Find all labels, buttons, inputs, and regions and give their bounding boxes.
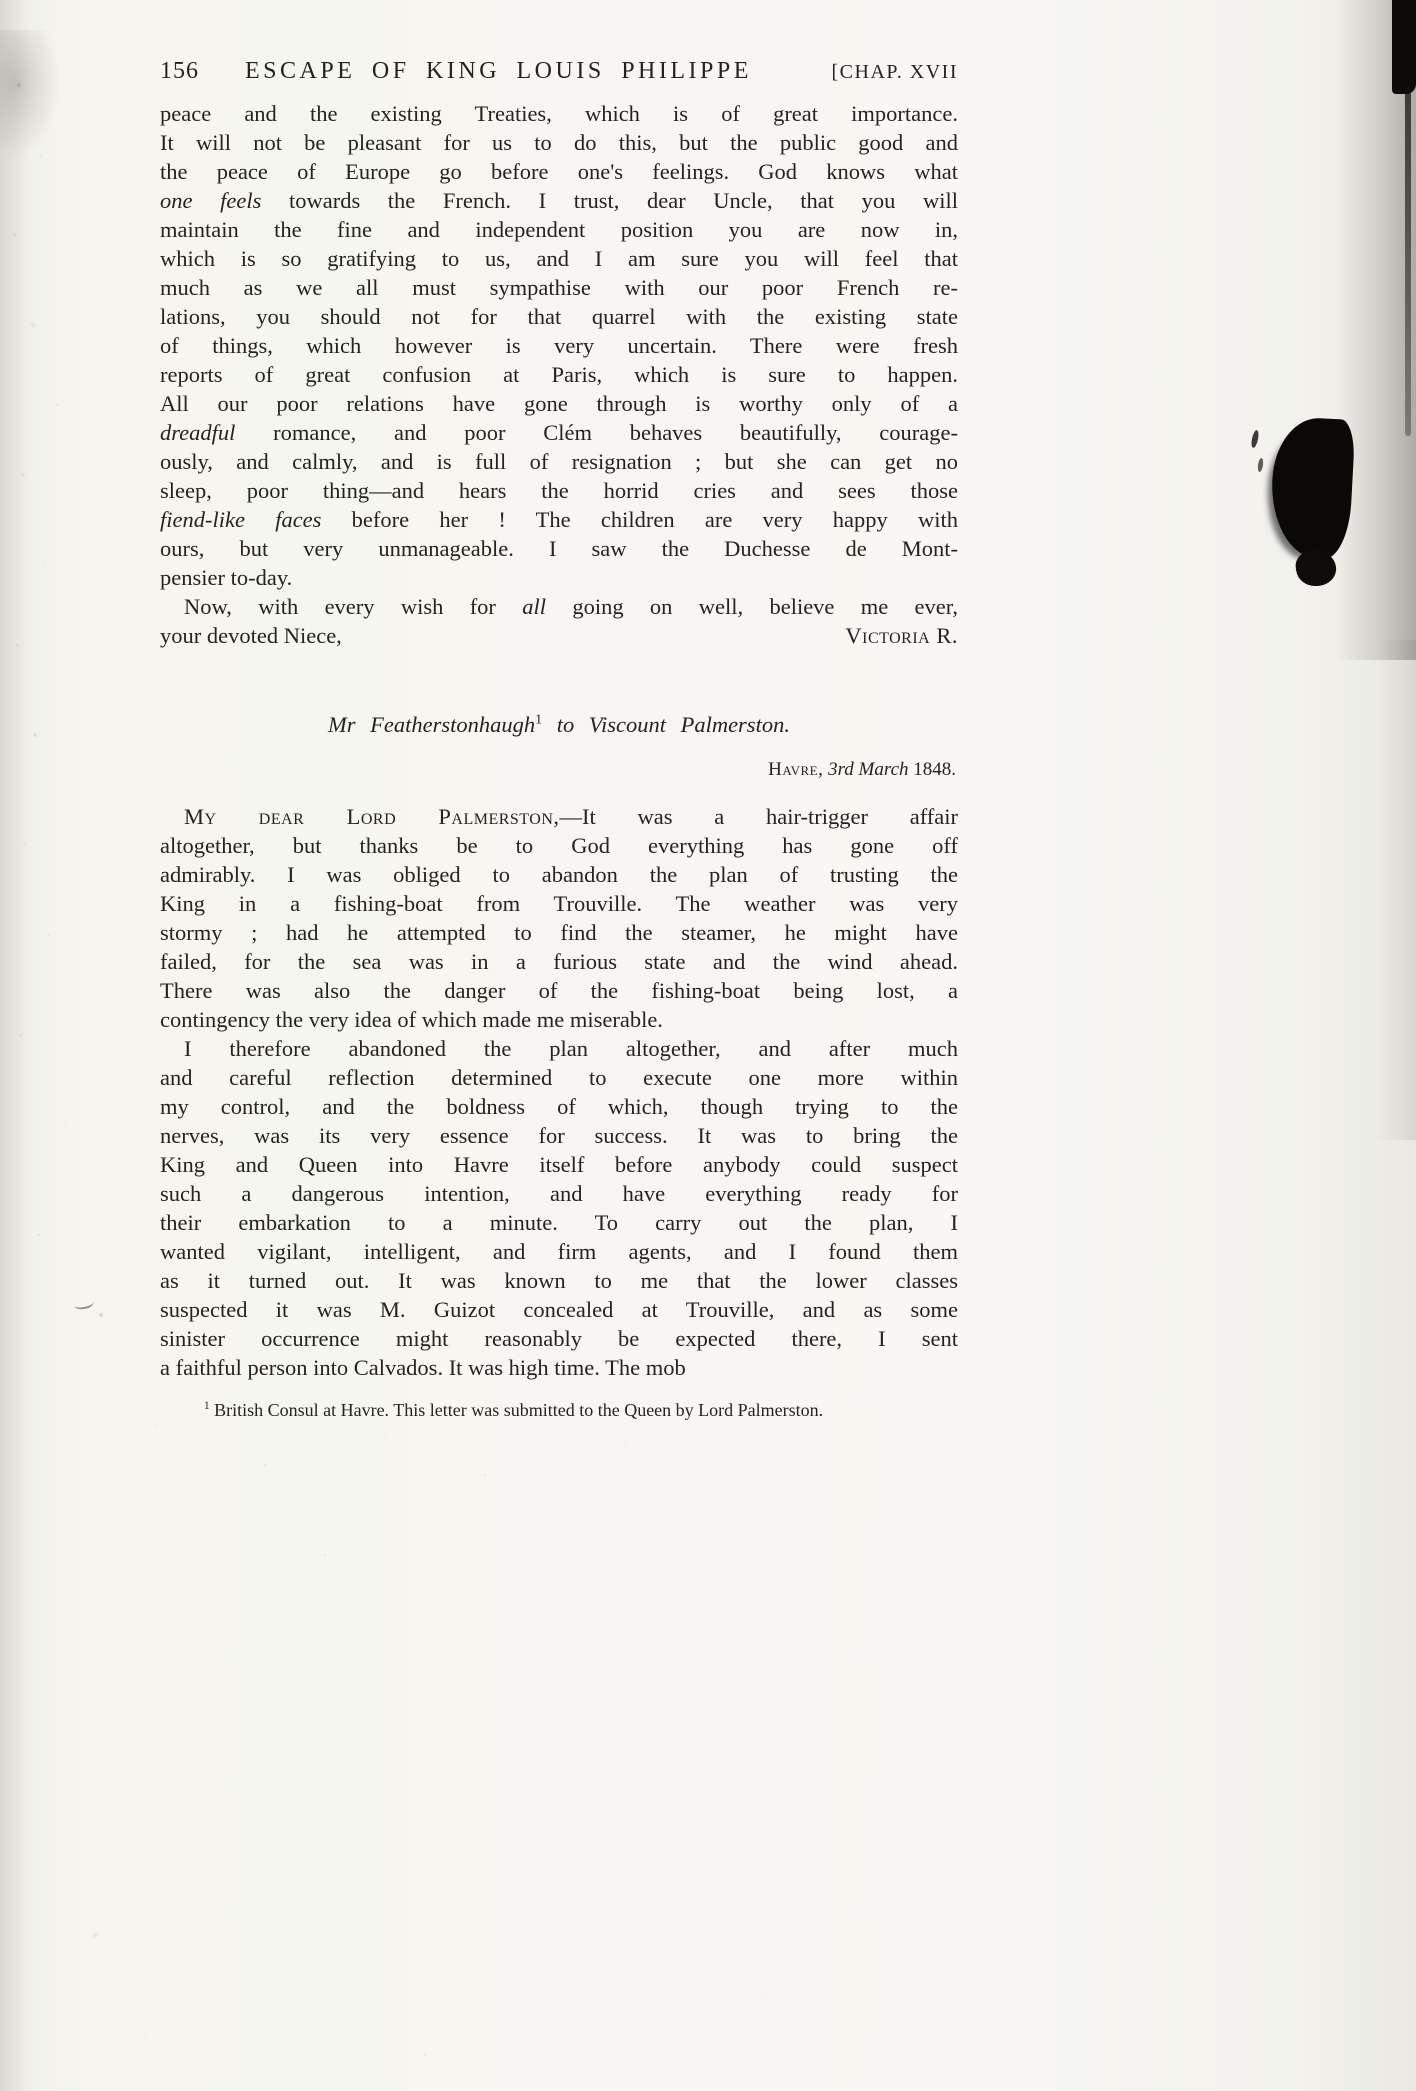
valediction: your devoted Niece, xyxy=(160,623,342,648)
text-line: All our poor relations have gone through is worthy only of a xyxy=(160,391,958,416)
text-line: Now, with every wish for all going on well, believe me ever, xyxy=(184,594,958,619)
text-line: and careful reflection determined to execute one more within xyxy=(160,1065,958,1090)
text-line: such a dangerous intention, and have everything ready for xyxy=(160,1181,958,1206)
text-line: There was also the danger of the fishing-boat being lost, a xyxy=(160,978,958,1003)
paragraph xyxy=(160,592,958,650)
page xyxy=(160,58,958,1422)
paragraph xyxy=(160,1034,958,1382)
text-line: It will not be pleasant for us to do this, but the public good and xyxy=(160,130,958,155)
text-line: pensier to-day. xyxy=(160,565,293,590)
signature-name: Victoria R. xyxy=(845,623,958,648)
text-line: King and Queen into Havre itself before anybody could suspect xyxy=(160,1152,958,1177)
text-line: peace and the existing Treaties, which is of great importance. xyxy=(160,101,958,126)
text-line: maintain the fine and independent position you are now in, xyxy=(160,217,958,242)
text-line: reports of great confusion at Paris, which is sure to happen. xyxy=(160,362,958,387)
scan-left-edge-shading xyxy=(0,0,30,2091)
text-line: contingency the very idea of which made me miserable. xyxy=(160,1007,663,1032)
text-line: which is so gratifying to us, and I am sure you will feel that xyxy=(160,246,958,271)
text-line: my control, and the boldness of which, though trying to the xyxy=(160,1094,958,1119)
letter-heading: Mr Featherstonhaugh$^1$ to Viscount Palmerston. xyxy=(328,712,790,737)
text-line: dreadful romance, and poor Clém behaves beautifully, courage- xyxy=(160,420,958,445)
page-number: 156 xyxy=(160,58,199,84)
text-line: suspected it was M. Guizot concealed at Trouville, and as some xyxy=(160,1297,958,1322)
text-line: lations, you should not for that quarrel with the existing state xyxy=(160,304,958,329)
text-line: a faithful person into Calvados. It was high time. The mob xyxy=(160,1355,686,1380)
text-line: My dear Lord Palmerston,—It was a hair-trigger affair xyxy=(184,804,959,829)
chapter-label: [CHAP. XVII xyxy=(831,61,958,83)
text-line: of things, which however is very uncertain. There were fresh xyxy=(160,333,958,358)
scan-ink-line xyxy=(1405,86,1411,436)
text-line: sinister occurrence might reasonably be expected there, I sent xyxy=(160,1326,958,1351)
text-line: admirably. I was obliged to abandon the plan of trusting the xyxy=(160,862,958,887)
scan-speckles xyxy=(4,4,6,6)
page-body xyxy=(160,99,958,1422)
scan-smudge xyxy=(0,30,60,160)
pen-mark xyxy=(73,1296,95,1311)
scan-right-edge-shadow xyxy=(1336,0,1416,660)
text-line: stormy ; had he attempted to find the steamer, he might have xyxy=(160,920,958,945)
text-line: ously, and calmly, and is full of resignation ; but she can get no xyxy=(160,449,958,474)
text-line: King in a fishing-boat from Trouville. The weather was very xyxy=(160,891,958,916)
scan-ink-blob xyxy=(1268,416,1355,560)
text-line: failed, for the sea was in a furious state and the wind ahead. xyxy=(160,949,958,974)
text-line: fiend-like faces before her ! The children are very happy with xyxy=(160,507,958,532)
text-line: ours, but very unmanageable. I saw the Duchesse de Mont- xyxy=(160,536,958,561)
paragraph xyxy=(160,99,958,592)
text-line: one feels towards the French. I trust, dear Uncle, that you will xyxy=(160,188,958,213)
text-line: altogether, but thanks be to God everything has gone off xyxy=(160,833,958,858)
scan-ink-strip xyxy=(1392,0,1416,94)
text-line: as it turned out. It was known to me that the lower classes xyxy=(160,1268,958,1293)
text-line: wanted vigilant, intelligent, and firm agents, and I found them xyxy=(160,1239,958,1264)
text-line: nerves, was its very essence for success. It was to bring the xyxy=(160,1123,958,1148)
text-line: their embarkation to a minute. To carry out the plan, I xyxy=(160,1210,958,1235)
running-title: ESCAPE OF KING LOUIS PHILIPPE xyxy=(245,58,752,84)
scan-ink-tick xyxy=(1250,430,1260,449)
scan-right-edge-shadow-fade xyxy=(1376,640,1416,1140)
scan-ink-tick xyxy=(1257,458,1264,473)
footnote: $^1$ British Consul at Havre. This letter was submitted to the Queen by Lord Palmerston. xyxy=(204,1400,824,1420)
running-header xyxy=(160,58,958,85)
paragraph xyxy=(160,802,958,1034)
text-line: I therefore abandoned the plan altogether, and after much xyxy=(184,1036,958,1061)
text-line: sleep, poor thing—and hears the horrid cries and sees those xyxy=(160,478,958,503)
text-line: much as we all must sympathise with our poor French re- xyxy=(160,275,958,300)
text-line: the peace of Europe go before one's feelings. God knows what xyxy=(160,159,958,184)
dateline: Havre, 3rd March 1848. xyxy=(768,759,956,780)
signature-line xyxy=(160,621,958,650)
